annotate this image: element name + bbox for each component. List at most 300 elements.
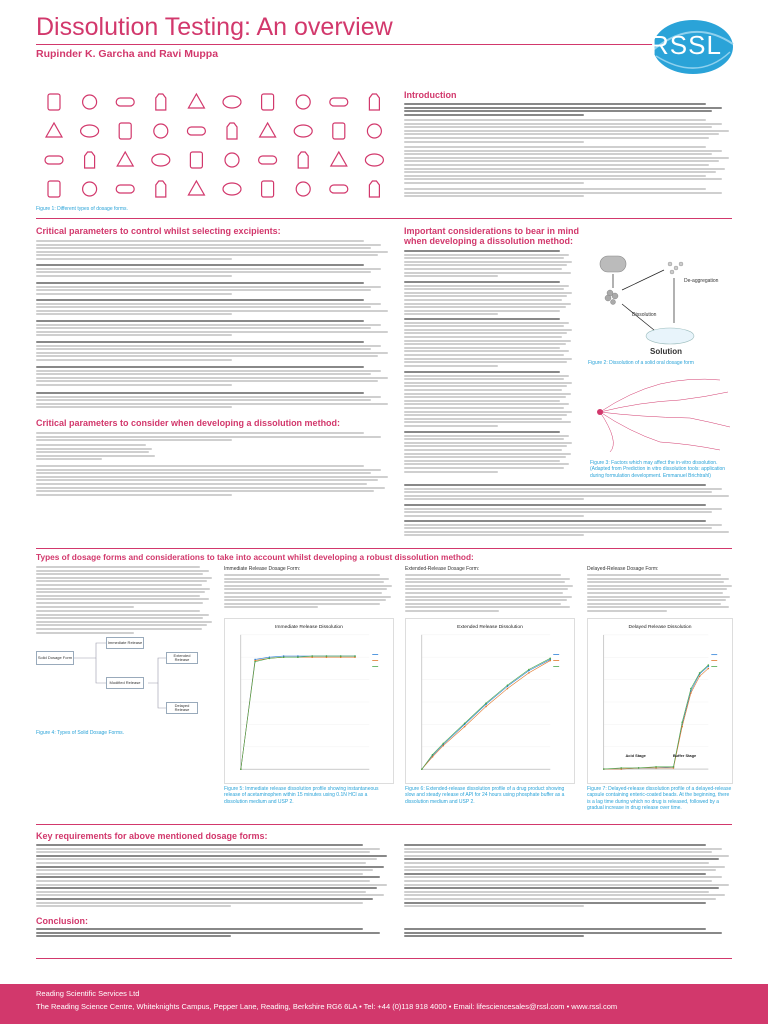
text-line — [36, 479, 378, 481]
text-line — [36, 898, 373, 900]
dosage-form-icon — [333, 123, 345, 139]
figure2-caption: Figure 2: Dissolution of a solid oral dosage form — [588, 360, 694, 366]
text-line — [36, 345, 381, 347]
text-line — [36, 289, 371, 291]
text-line — [404, 137, 709, 139]
dissolution-params-title: Critical parameters to consider when developing a dissolution method: — [36, 418, 341, 428]
text-line — [36, 469, 381, 471]
text-line — [224, 606, 318, 608]
text-line — [36, 880, 370, 882]
text-line — [404, 188, 706, 190]
text-line — [587, 592, 723, 594]
text-line — [404, 303, 571, 305]
text-line — [36, 887, 377, 889]
key-requirements-title: Key requirements for above mentioned dosage forms: — [36, 831, 268, 841]
text-line — [404, 844, 706, 846]
text-line — [36, 392, 364, 394]
text-line — [36, 268, 381, 270]
text-line — [36, 866, 384, 868]
text-line — [36, 617, 203, 619]
text-line — [404, 463, 569, 465]
flow-node-modified: Modified Release — [106, 677, 144, 689]
text-line — [404, 488, 722, 490]
text-line — [587, 599, 726, 601]
text-line — [36, 884, 387, 886]
data-point — [421, 768, 423, 770]
text-line — [404, 361, 567, 363]
dosage-form-icon — [296, 182, 310, 196]
text-line — [36, 580, 207, 582]
section-divider-4 — [36, 958, 732, 959]
text-line — [36, 406, 232, 408]
text-line — [404, 195, 584, 197]
flow-node-delayed: Delayed Release — [166, 702, 198, 714]
text-line — [404, 449, 562, 451]
text-line — [405, 574, 561, 576]
data-point — [507, 688, 509, 690]
text-line — [224, 585, 392, 587]
text-line — [404, 460, 560, 462]
text-line — [36, 324, 381, 326]
text-line — [36, 844, 363, 846]
dosage-form-icon — [260, 123, 276, 137]
text-line — [36, 384, 232, 386]
text-line — [36, 331, 388, 333]
text-line — [36, 905, 231, 907]
dosage-form-icon — [187, 127, 205, 135]
data-point — [620, 767, 622, 769]
data-point — [507, 684, 509, 686]
text-line — [36, 483, 367, 485]
text-line — [404, 869, 716, 871]
chart-title: Immediate Release Dissolution — [275, 624, 343, 630]
series-line — [241, 657, 355, 769]
text-line — [404, 110, 712, 112]
text-line — [587, 603, 721, 605]
text-line — [404, 421, 571, 423]
text-line — [404, 511, 712, 513]
text-line — [36, 621, 212, 623]
text-line — [36, 584, 202, 586]
text-line — [36, 348, 371, 350]
figure3-caption: Figure 3: Factors which may affect the in-vitro dissolution. (Adapted from Prediction in vitro dissolution tools: application during formulation development. Emmanuel Brichtrahl) — [590, 460, 726, 479]
text-line — [404, 524, 722, 526]
data-point — [638, 767, 640, 769]
data-point — [655, 766, 657, 768]
text-line — [36, 341, 364, 343]
text-line — [404, 375, 569, 377]
text-line — [36, 436, 381, 438]
text-line — [404, 123, 722, 125]
section-divider-3 — [36, 824, 732, 825]
text-line — [36, 334, 232, 336]
text-line — [36, 610, 200, 612]
text-line — [36, 602, 203, 604]
text-line — [36, 377, 388, 379]
text-line — [404, 887, 719, 889]
text-line — [587, 610, 667, 612]
text-line — [404, 905, 584, 907]
text-line — [36, 313, 232, 315]
dosage-form-icon — [83, 182, 97, 196]
text-line — [404, 400, 560, 402]
data-point — [464, 722, 466, 724]
text-line — [36, 264, 364, 266]
data-point — [485, 706, 487, 708]
text-line — [587, 585, 732, 587]
text-line — [404, 329, 572, 331]
text-line — [36, 862, 366, 864]
text-line — [405, 603, 561, 605]
svg-text:Solution: Solution — [650, 347, 682, 356]
text-line — [36, 306, 371, 308]
data-point — [254, 661, 256, 663]
text-line — [224, 578, 389, 580]
title-divider — [36, 44, 732, 45]
text-line — [404, 160, 719, 162]
text-line — [404, 891, 709, 893]
data-point — [699, 675, 701, 677]
text-line — [36, 614, 209, 616]
figure7-caption: Figure 7: Delayed-release dissolution profile of a delayed-release capsule containing enteric-coated beads. At the beginning, there is a lag time during which no drug is released, followed by a gradual increase in drug release over time. — [587, 786, 732, 811]
text-line — [587, 606, 729, 608]
text-line — [404, 150, 722, 152]
dosage-form-icon — [262, 94, 274, 110]
dosage-form-icon — [46, 123, 62, 137]
text-line — [404, 851, 712, 853]
text-line — [36, 624, 207, 626]
text-line — [404, 365, 498, 367]
data-point — [549, 660, 551, 662]
data-point — [340, 655, 342, 657]
text-line — [587, 596, 730, 598]
text-line — [404, 855, 729, 857]
text-line — [404, 332, 567, 334]
text-line — [36, 327, 371, 329]
text-line — [404, 873, 706, 875]
text-line — [404, 876, 722, 878]
text-line — [36, 573, 203, 575]
data-point — [549, 658, 551, 660]
text-line — [404, 164, 709, 166]
text-line — [405, 588, 568, 590]
chart-title: Delayed Release Dissolution — [628, 625, 692, 631]
data-point — [297, 656, 299, 658]
dosage-form-icon — [369, 181, 379, 197]
data-point — [326, 655, 328, 657]
chart-title: Extended Release Dissolution — [457, 624, 523, 630]
text-line — [224, 599, 386, 601]
text-line — [405, 606, 570, 608]
text-line — [36, 251, 388, 253]
dosage-form-icon — [190, 152, 202, 168]
text-line — [36, 247, 371, 249]
text-line — [587, 588, 727, 590]
text-line — [36, 439, 232, 441]
text-line — [36, 490, 374, 492]
dosage-form-icon — [48, 181, 60, 197]
text-line — [404, 453, 571, 455]
text-line — [36, 606, 134, 608]
data-point — [673, 766, 675, 768]
data-point — [690, 692, 692, 694]
text-line — [405, 610, 499, 612]
series-line — [422, 658, 550, 769]
text-line — [36, 873, 363, 875]
text-line — [36, 244, 381, 246]
text-line — [404, 382, 572, 384]
text-line — [404, 133, 719, 135]
text-line — [404, 431, 560, 433]
text-line — [36, 310, 388, 312]
data-point — [681, 721, 683, 723]
text-line — [36, 851, 370, 853]
text-line — [224, 596, 391, 598]
text-line — [36, 286, 381, 288]
text-line — [36, 894, 384, 896]
text-line — [36, 458, 102, 460]
extended-release-heading: Extended-Release Dosage Form: — [405, 566, 480, 572]
text-line — [404, 411, 572, 413]
text-line — [36, 432, 364, 434]
text-line — [404, 178, 722, 180]
text-line — [404, 322, 569, 324]
text-line — [36, 299, 364, 301]
dosage-forms-illustration — [36, 88, 392, 206]
dosage-form-icon — [188, 94, 204, 108]
dosage-form-icon — [365, 154, 383, 166]
text-line — [404, 902, 706, 904]
text-line — [404, 182, 584, 184]
dosage-form-icon — [367, 124, 381, 138]
text-line — [405, 592, 563, 594]
text-line — [36, 258, 232, 260]
text-line — [36, 595, 200, 597]
dosage-form-icon — [45, 156, 63, 164]
text-line — [404, 340, 571, 342]
poster-title: Dissolution Testing: An overview — [36, 13, 393, 41]
text-line — [404, 130, 729, 132]
text-line — [405, 581, 565, 583]
text-line — [404, 498, 584, 500]
text-line — [404, 894, 725, 896]
text-line — [404, 281, 560, 283]
section-divider-2 — [36, 548, 732, 549]
text-line — [36, 570, 209, 572]
text-line — [404, 310, 560, 312]
text-line — [36, 352, 388, 354]
text-line — [404, 192, 722, 194]
text-line — [404, 531, 729, 533]
text-line — [405, 578, 570, 580]
dosage-form-icon — [154, 124, 168, 138]
factors-mindmap — [580, 372, 734, 458]
text-line — [36, 494, 232, 496]
dosage-form-icon — [259, 156, 277, 164]
data-point — [442, 745, 444, 747]
text-line — [404, 350, 569, 352]
text-line — [404, 456, 566, 458]
dosage-form-icon — [156, 94, 166, 110]
dosage-form-icon — [83, 95, 97, 109]
text-line — [224, 574, 380, 576]
text-line — [36, 902, 363, 904]
series-line — [422, 659, 550, 769]
dosage-form-icon — [330, 185, 348, 193]
text-line — [404, 257, 564, 259]
text-line — [404, 288, 564, 290]
text-line — [404, 442, 572, 444]
text-line — [36, 303, 381, 305]
figure4-caption: Figure 4: Types of Solid Dosage Forms. — [36, 730, 125, 736]
text-line — [36, 891, 366, 893]
text-line — [36, 876, 380, 878]
annotation-buffer: Buffer Stage — [672, 753, 697, 759]
authors: Rupinder K. Garcha and Ravi Muppa — [36, 48, 219, 60]
text-line — [404, 343, 566, 345]
text-line — [404, 146, 706, 148]
text-line — [404, 250, 560, 252]
text-line — [404, 435, 569, 437]
text-line — [36, 591, 205, 593]
data-point — [311, 655, 313, 657]
dosage-form-icon — [227, 123, 237, 139]
text-line — [404, 371, 560, 373]
data-point — [699, 672, 701, 674]
figure5-caption: Figure 5: Immediate release dissolution profile showing instantaneous release of acetaminophen within 15 minutes using 0.1N HCl as a dissolution medium and USP 2. — [224, 786, 379, 805]
dosage-form-icon — [188, 181, 204, 195]
dosage-form-icon — [331, 152, 347, 166]
data-point — [442, 743, 444, 745]
conclusion-title: Conclusion: — [36, 916, 88, 926]
text-line — [36, 628, 202, 630]
text-line — [404, 358, 572, 360]
text-line — [405, 599, 567, 601]
text-line — [404, 932, 722, 934]
immediate-release-chart — [224, 618, 394, 784]
text-line — [404, 471, 498, 473]
flow-node-solid: Solid Dosage Form — [36, 651, 74, 665]
excipients-title: Critical parameters to control whilst selecting excipients: — [36, 226, 281, 236]
text-line — [404, 407, 564, 409]
data-point — [432, 756, 434, 758]
text-line — [36, 476, 388, 478]
text-line — [404, 171, 716, 173]
text-line — [36, 928, 363, 930]
delayed-release-chart — [587, 618, 733, 784]
text-line — [36, 577, 212, 579]
text-line — [404, 107, 722, 109]
text-line — [404, 527, 712, 529]
dosage-form-icon — [116, 185, 134, 193]
text-line — [404, 119, 706, 121]
text-line — [404, 414, 567, 416]
data-point — [464, 726, 466, 728]
text-line — [36, 396, 381, 398]
logo-text: RSSL — [650, 30, 722, 60]
dissolution-diagram — [582, 248, 732, 358]
text-line — [404, 103, 706, 105]
data-point — [269, 658, 271, 660]
text-line — [36, 370, 381, 372]
delayed-release-heading: Delayed-Release Dosage Form: — [587, 566, 659, 572]
data-point — [485, 702, 487, 704]
text-line — [36, 465, 364, 467]
data-point — [240, 768, 242, 770]
dosage-form-icon — [81, 125, 99, 137]
text-line — [404, 467, 564, 469]
considerations-title: Important considerations to bear in mind when developing a dissolution method: — [404, 226, 580, 247]
text-line — [36, 355, 378, 357]
dosage-form-icon — [369, 94, 379, 110]
text-line — [404, 254, 569, 256]
data-point — [354, 655, 356, 657]
series-line — [241, 656, 355, 769]
figure1-caption: Figure 1: Different types of dosage forms. — [36, 206, 128, 212]
text-line — [404, 858, 719, 860]
text-line — [36, 448, 152, 450]
text-line — [587, 574, 721, 576]
text-line — [404, 884, 729, 886]
text-line — [404, 261, 572, 263]
data-point — [528, 672, 530, 674]
text-line — [404, 153, 712, 155]
text-line — [36, 320, 364, 322]
text-line — [404, 264, 567, 266]
dosage-form-icon — [156, 181, 166, 197]
text-line — [404, 898, 716, 900]
text-line — [404, 295, 567, 297]
data-point — [283, 656, 285, 658]
text-line — [404, 318, 560, 320]
text-line — [404, 306, 566, 308]
text-line — [404, 268, 562, 270]
text-line — [404, 275, 498, 277]
text-line — [404, 336, 562, 338]
text-line — [404, 385, 567, 387]
text-line — [404, 378, 564, 380]
text-line — [36, 373, 371, 375]
data-point — [432, 754, 434, 756]
text-line — [404, 313, 498, 315]
text-line — [36, 254, 378, 256]
section-divider-1 — [36, 218, 732, 219]
dosage-form-icon — [48, 94, 60, 110]
annotation-acid: Acid Stage — [625, 753, 646, 759]
text-line — [36, 858, 377, 860]
data-point — [708, 668, 710, 670]
series-line — [422, 661, 550, 770]
text-line — [404, 418, 562, 420]
text-line — [404, 520, 706, 522]
text-line — [36, 935, 231, 937]
text-line — [36, 588, 210, 590]
text-line — [404, 396, 566, 398]
footer-address: The Reading Science Centre, Whiteknights Campus, Pepper Lane, Reading, Berkshire RG6 6LA • Tel: +44 (0)118 918 4000 • Email: lifesciencesales@rssl.com • www.rssl.com — [36, 1002, 618, 1011]
dosage-form-icon — [225, 153, 239, 167]
text-line — [404, 141, 584, 143]
text-line — [224, 588, 387, 590]
text-line — [404, 403, 569, 405]
dosage-form-icon — [223, 183, 241, 195]
text-line — [404, 425, 498, 427]
text-line — [36, 399, 371, 401]
text-line — [404, 515, 584, 517]
extended-release-chart — [405, 618, 575, 784]
dosage-form-icon — [117, 152, 133, 166]
text-line — [404, 114, 584, 116]
immediate-release-heading: Immediate Release Dosage Form: — [224, 566, 301, 572]
